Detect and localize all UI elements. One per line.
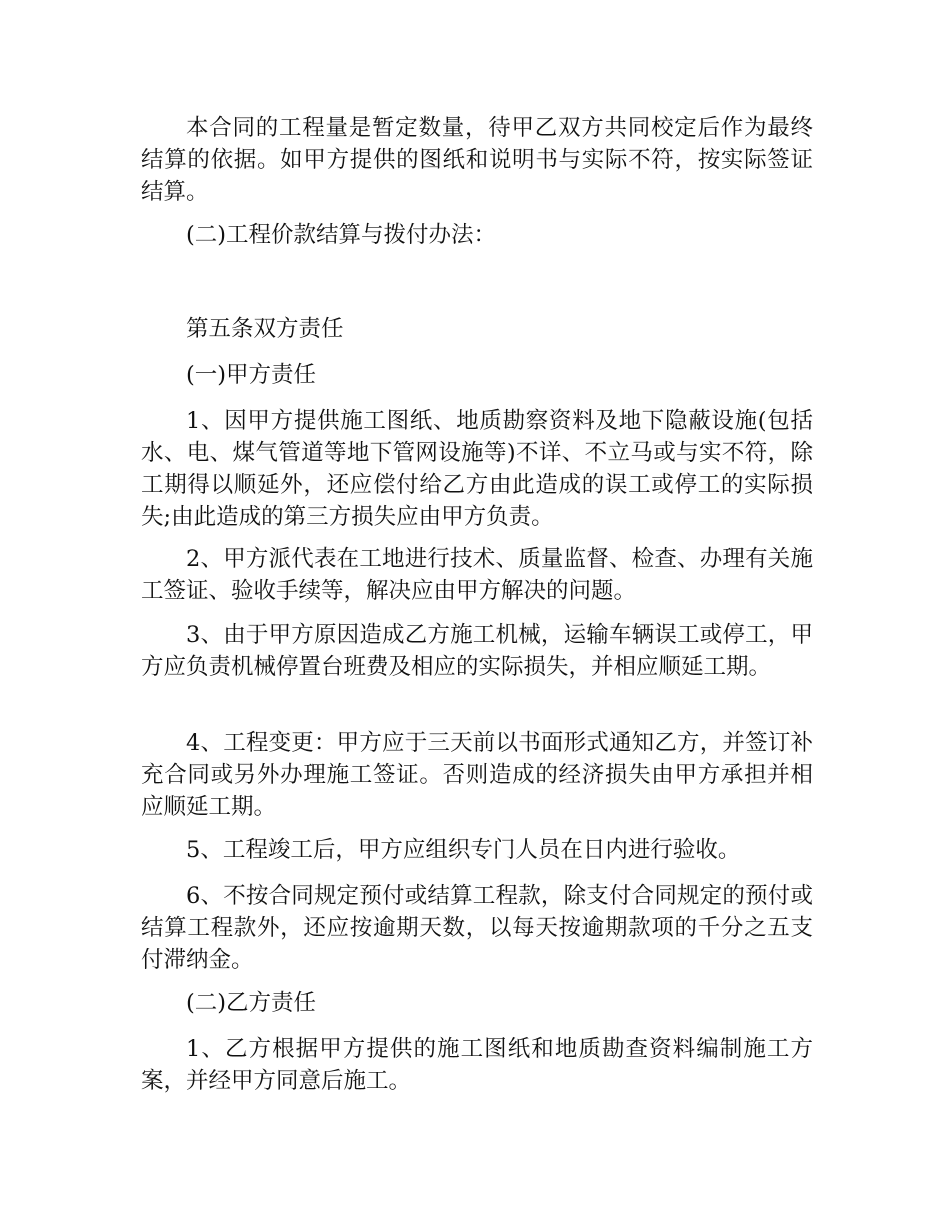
heading-article-five: 第五条双方责任 [186,316,344,342]
heading-party-a-responsibility: (一)甲方责任 [186,362,317,388]
paragraph-b-item-1: 1、乙方根据甲方提供的施工图纸和地质勘查资料编制施工方案，并经甲方同意后施工。 [141,1036,813,1094]
paragraph-a-item-6: 6、不按合同规定预付或结算工程款，除支付合同规定的预付或结算工程款外，还应按逾期天数，以每天按逾期款项的千分之五支付滞纳金。 [141,883,813,973]
paragraph-quantity-settlement: 本合同的工程量是暂定数量，待甲乙双方共同校定后作为最终结算的依据。如甲方提供的图纸和说明书与实际不符，按实际签证结算。 [141,115,813,205]
paragraph-a-item-1: 1、因甲方提供施工图纸、地质勘察资料及地下隐蔽设施(包括水、电、煤气管道等地下管网设施等)不详、不立马或与实不符，除工期得以顺延外，还应偿付给乙方由此造成的误工或停工的实际损失;由此造成的第三方损失应由甲方负责。 [141,408,813,530]
paragraph-a-item-3: 3、由于甲方原因造成乙方施工机械，运输车辆误工或停工，甲方应负责机械停置台班费及相应的实际损失，并相应顺延工期。 [141,622,813,680]
paragraph-a-item-4: 4、工程变更：甲方应于三天前以书面形式通知乙方，并签订补充合同或另外办理施工签证。否则造成的经济损失由甲方承担并相应顺延工期。 [141,730,813,820]
heading-payment-method: (二)工程价款结算与拨付办法： [186,222,497,248]
paragraph-a-item-2: 2、甲方派代表在工地进行技术、质量监督、检查、办理有关施工签证、验收手续等，解决应由甲方解决的问题。 [141,546,813,604]
heading-party-b-responsibility: (二)乙方责任 [186,990,317,1016]
paragraph-a-item-5: 5、工程竣工后，甲方应组织专门人员在日内进行验收。 [186,837,741,863]
